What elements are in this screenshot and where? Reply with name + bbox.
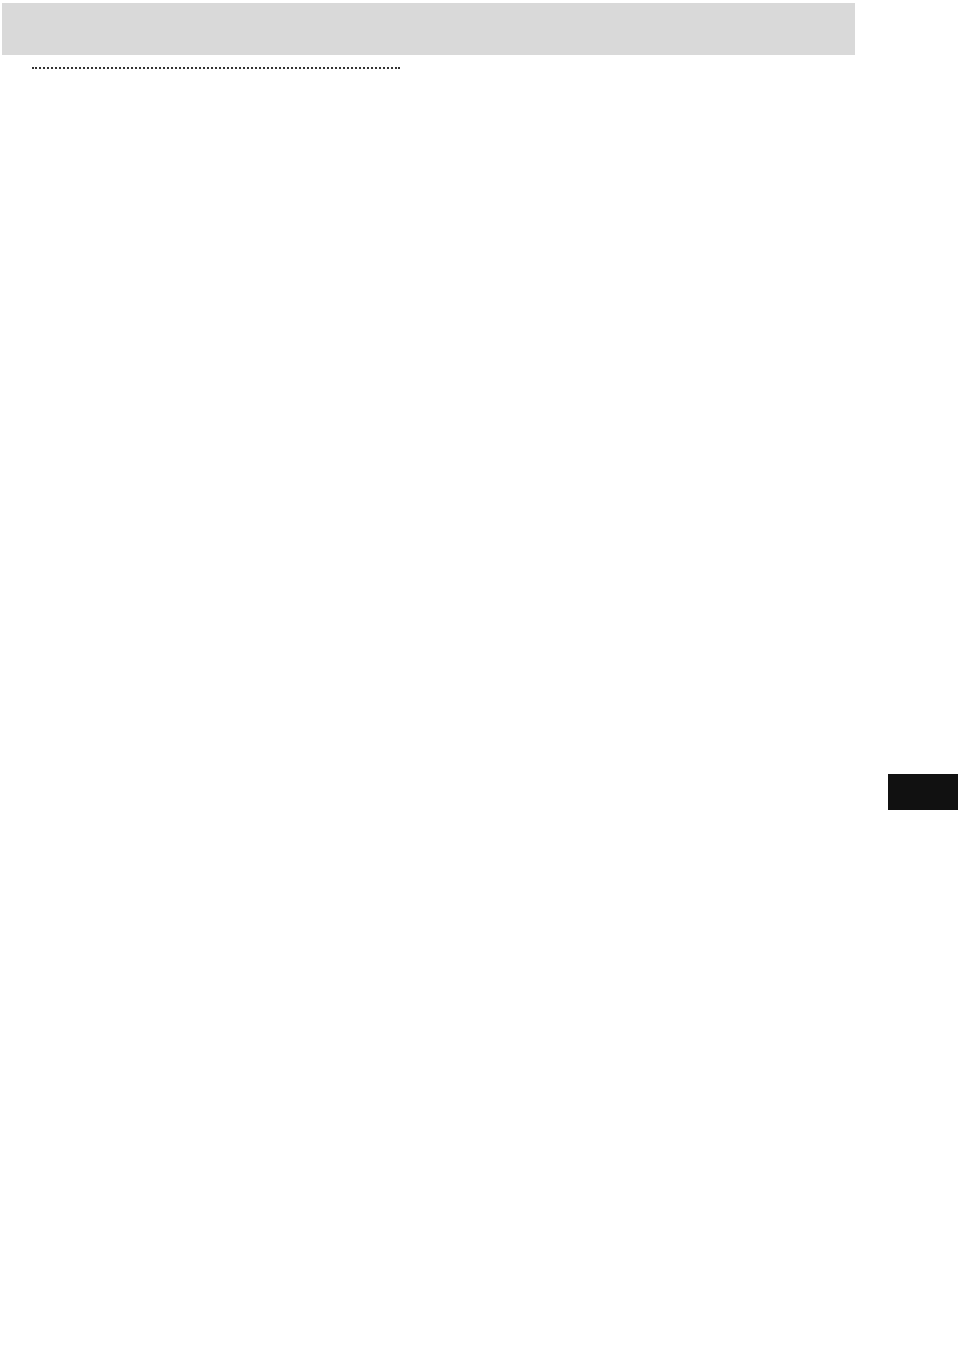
- toc-entry-line: [2, 72, 402, 74]
- toc-left-column: [2, 72, 402, 74]
- toc-entry[interactable]: [2, 72, 402, 74]
- dot-leader: [32, 67, 400, 69]
- title-bar: [2, 3, 855, 55]
- language-tab: [888, 774, 958, 810]
